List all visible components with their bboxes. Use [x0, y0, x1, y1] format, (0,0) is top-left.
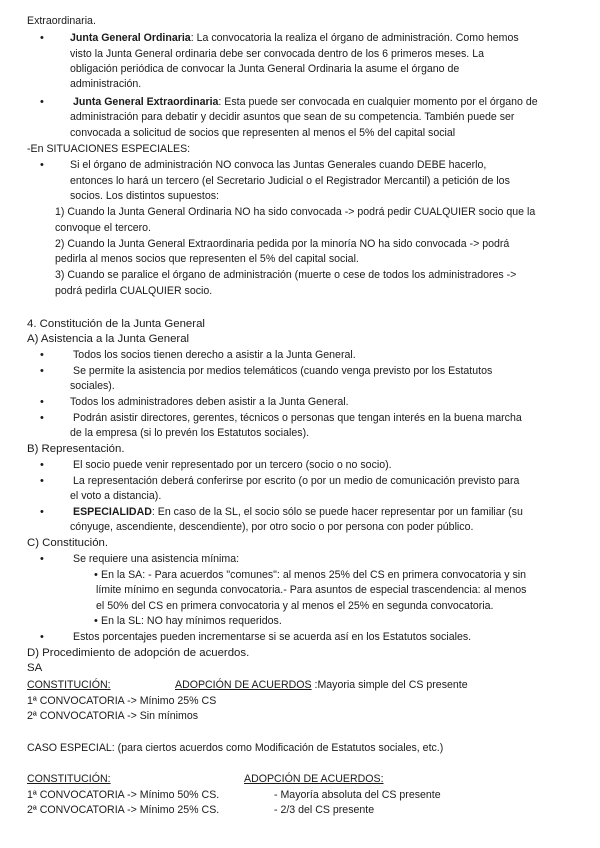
- table-cell: - 2/3 del CS presente: [274, 804, 375, 816]
- text-line: El socio puede venir representado por un tercero (socio o no socio).: [73, 459, 392, 471]
- bullet: •: [40, 475, 44, 487]
- text-line: Todos los socios tienen derecho a asistir a la Junta General.: [73, 349, 356, 361]
- subsection-heading: SA: [27, 662, 43, 674]
- table-row: 1ª CONVOCATORIA -> Mínimo 50% CS.: [27, 789, 220, 801]
- text-line: convocada a solicitud de socios que representen al menos el 5% del capital social: [70, 127, 456, 139]
- text-line: Junta General Ordinaria: La convocatoria la realiza el órgano de administración. Como hemos: [70, 32, 519, 44]
- bullet: •: [40, 412, 44, 424]
- text-line: Si el órgano de administración NO convoca las Juntas Generales cuando DEBE hacerlo,: [70, 159, 487, 171]
- bullet: •: [40, 349, 44, 361]
- column-header-adopcion: ADOPCIÓN DE ACUERDOS:: [244, 773, 384, 785]
- text-line: convoque el tercero.: [55, 222, 151, 234]
- text-line: En la SL: NO hay mínimos requeridos.: [101, 615, 282, 627]
- text-line: Todos los administradores deben asistir a la Junta General.: [70, 396, 349, 408]
- bullet: •: [40, 459, 44, 471]
- column-header-constitucion: CONSTITUCIÓN:: [27, 679, 111, 691]
- subsection-heading: D) Procedimiento de adopción de acuerdos.: [27, 647, 250, 659]
- bullet: •: [40, 32, 44, 44]
- bullet: •: [40, 553, 44, 565]
- text-line: Junta General Extraordinaria: Esta puede ser convocada en cualquier momento por el órgano de: [73, 96, 538, 108]
- text-line: entonces lo hará un tercero (el Secretario Judicial o el Registrador Mercantil) a petición de los: [70, 175, 510, 187]
- text-line: 1) Cuando la Junta General Ordinaria NO ha sido convocada -> podrá pedir CUALQUIER socio que la: [55, 206, 536, 218]
- bullet: •: [40, 396, 44, 408]
- text-line: podrá pedirla CUALQUIER socio.: [55, 285, 213, 297]
- text-line: pedirla al menos socios que representen el 5% del capital social.: [55, 253, 359, 265]
- text-line: 3) Cuando se paralice el órgano de administración (muerte o cese de todos los administradores ->: [55, 269, 517, 281]
- section-heading: 4. Constitución de la Junta General: [27, 318, 205, 330]
- term-junta-ordinaria: Junta General Ordinaria: [70, 32, 191, 44]
- text-line: sociales).: [70, 380, 115, 392]
- text-line: administración para debatir y decidir asuntos que sean de su competencia. También puede ser: [70, 111, 515, 123]
- text-line: cónyuge, ascendiente, descendiente), por otro socio o por persona con poder público.: [70, 521, 474, 533]
- text-line: En la SA: - Para acuerdos "comunes": al menos 25% del CS en primera convocatoria y sin: [101, 569, 527, 581]
- term-situaciones-especiales: SITUACIONES ESPECIALES: [46, 143, 188, 155]
- text-line: socios. Los distintos supuestos:: [70, 190, 219, 202]
- text-line: visto la Junta General ordinaria debe ser convocada dentro de los 6 primeros meses. La: [70, 48, 484, 60]
- table-row: 1ª CONVOCATORIA -> Mínimo 25% CS: [27, 695, 217, 707]
- text-line: Se permite la asistencia por medios telemáticos (cuando venga previsto por los Estatutos: [73, 365, 493, 377]
- text-line: de la empresa (si lo prevén los Estatutos sociales).: [70, 427, 310, 439]
- subsection-heading: B) Representación.: [27, 443, 125, 455]
- text-line: Podrán asistir directores, gerentes, técnicos o personas que tengan interés en la buena marcha: [73, 412, 522, 424]
- text-line: Se requiere una asistencia mínima:: [73, 553, 240, 565]
- bullet: •: [40, 96, 44, 108]
- term-especialidad: ESPECIALIDAD: [73, 506, 152, 518]
- text-line: el voto a distancia).: [70, 490, 162, 502]
- column-header-adopcion: ADOPCIÓN DE ACUERDOS :Mayoria simple del CS presente: [175, 679, 468, 691]
- bullet: •: [94, 615, 98, 627]
- text-line: el 50% del CS en primera convocatoria y al menos el 25% en segunda convocatoria.: [96, 600, 494, 612]
- term-junta-extraordinaria: Junta General Extraordinaria: [73, 96, 219, 108]
- bullet: •: [40, 365, 44, 377]
- table-cell: - Mayoría absoluta del CS presente: [274, 789, 441, 801]
- text-line: CASO ESPECIAL: (para ciertos acuerdos como Modificación de Estatutos sociales, etc.): [27, 742, 444, 754]
- text-line: 2) Cuando la Junta General Extraordinaria pedida por la minoría NO ha sido convocada -> podrá: [55, 238, 510, 250]
- text-line: administración.: [70, 78, 142, 90]
- subsection-heading: C) Constitución.: [27, 537, 109, 549]
- text-line: límite mínimo en segunda convocatoria.- Para asuntos de especial trascendencia: al menos: [96, 584, 527, 596]
- column-header-constitucion: CONSTITUCIÓN:: [27, 773, 111, 785]
- bullet: •: [40, 159, 44, 171]
- text-line: Extraordinaria.: [27, 15, 96, 27]
- text-line: La representación deberá conferirse por escrito (o por un medio de comunicación previsto para: [73, 475, 520, 487]
- table-row: 2ª CONVOCATORIA -> Mínimo 25% CS.: [27, 804, 220, 816]
- text-line: Estos porcentajes pueden incrementarse si se acuerda así en los Estatutos sociales.: [73, 631, 472, 643]
- bullet: •: [40, 506, 44, 518]
- subsection-heading: A) Asistencia a la Junta General: [27, 333, 190, 345]
- text-line: -En SITUACIONES ESPECIALES:: [27, 143, 191, 155]
- table-row: 2ª CONVOCATORIA -> Sin mínimos: [27, 710, 199, 722]
- text-line: ESPECIALIDAD: En caso de la SL, el socio sólo se puede hacer representar por un familiar (su: [73, 506, 523, 518]
- bullet: •: [94, 569, 98, 581]
- bullet: •: [40, 631, 44, 643]
- text-line: obligación periódica de convocar la Junta General Ordinaria la asume el órgano de: [70, 63, 460, 75]
